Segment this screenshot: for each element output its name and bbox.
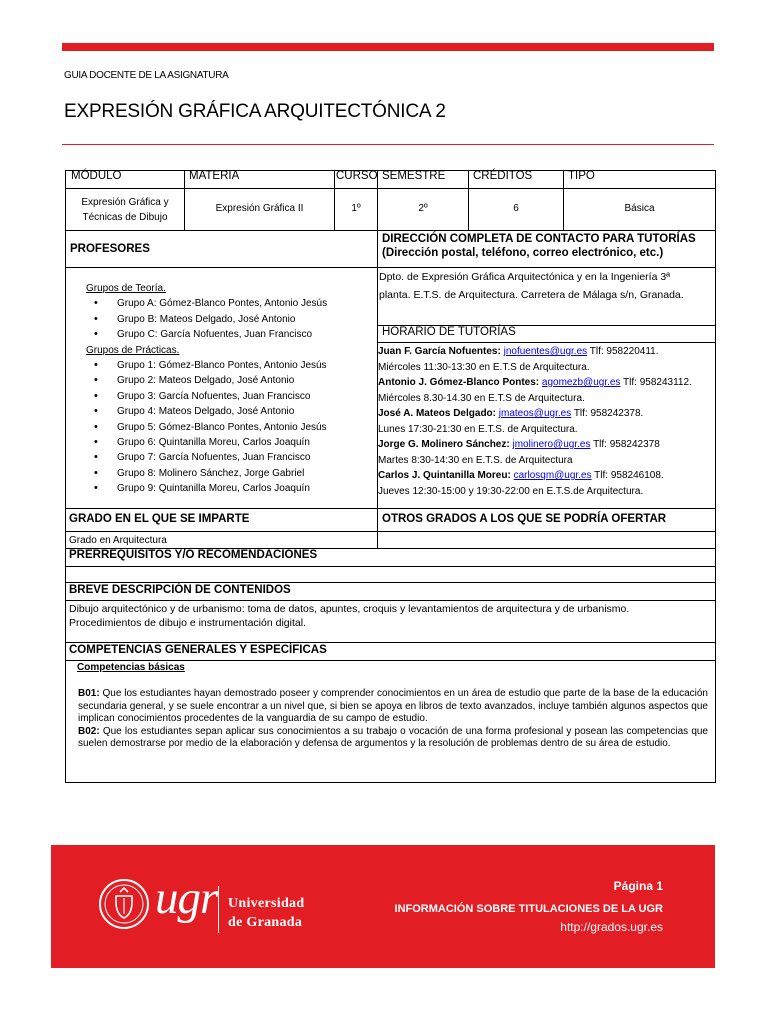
header-curso: CURSO [336,170,378,182]
profesores-header: PROFESORES [70,243,150,255]
prerrequisitos-header: PRERREQUISITOS Y/O RECOMENDACIONES [69,549,318,561]
email-link[interactable]: jmateos@ugr.es [498,408,572,419]
list-item: • Grupo 3: García Nofuentes, Juan Francisco [117,389,376,404]
descripcion-header: BREVE DESCRIPCIÓN DE CONTENIDOS [69,584,291,596]
tutoria-hours: Lunes 17:30-21:30 en E.T.S. de Arquitectura. [378,423,578,435]
ugr-logo-text: ugr [155,872,218,924]
practicas-title: Grupos de Prácticas. [86,344,180,356]
list-item: • Grupo 2: Mateos Delgado, José Antonio [117,373,376,388]
value-semestre: 2º [418,203,428,214]
footer-url[interactable]: http://grados.ugr.es [560,920,663,934]
tutoria-hours: Miércoles 8.30-14.30 en E.T.S de Arquitectura. [378,392,585,404]
list-item: • Grupo 4: Mateos Delgado, José Antonio [117,404,376,419]
list-item: • Grupo B: Mateos Delgado, José Antonio [117,312,376,327]
header-materia: MATERIA [189,170,240,182]
value-creditos: 6 [513,203,519,214]
tutoria-entry: Juan F. García Nofuentes: jnofuentes@ugr.es Tlf: 958220411. [378,346,659,357]
list-item: • Grupo 6: Quintanilla Moreu, Carlos Joaquín [117,435,376,450]
university-seal-icon [98,878,150,930]
list-item: • Grupo 9: Quintanilla Moreu, Carlos Joaquín [117,481,376,496]
grado-value: Grado en Arquitectura [69,535,167,546]
header-semestre: SEMESTRE [382,170,446,182]
list-item: • Grupo C: García Nofuentes, Juan Francisco [117,327,376,342]
page-title: EXPRESIÓN GRÁFICA ARQUITECTÓNICA 2 [64,101,446,122]
email-link[interactable]: jmolinero@ugr.es [512,439,591,450]
document-kicker: GUIA DOCENTE DE LA ASIGNATURA [64,70,229,81]
tutorias-header: HORARIO DE TUTORÍAS [382,326,516,338]
email-link[interactable]: jnofuentes@ugr.es [503,346,588,357]
competencias-text: B01: Que los estudiantes hayan demostrado poseer y comprender conocimientos en un área de estudio que parte de la base de la educación secundaria general, y se suele encontrar a un nivel que, si bien se apoya en libros de texto avanzados, incluye también algunos aspectos que implican conocimientos procedentes de la vanguardia de su campo de estudio. B02: Que los estudiantes sepan aplicar sus conocimientos a su trabajo o vocación de una forma profesional y posean las competencias que suelen demostrarse por medio de la elaboración y defensa de argumentos y la resolución de problemas dentro de su área de estudio. [78,688,708,750]
competencias-header: COMPETENCIAS GENERALES Y ESPECÍFICAS [69,644,327,656]
tutoria-hours: Martes 8:30-14:30 en E.T.S. de Arquitectura [378,454,573,466]
value-materia: Expresión Gráfica II [215,203,304,214]
profesores-groups [86,281,376,497]
contacto-header: DIRECCIÓN COMPLETA DE CONTACTO PARA TUTORÍAS (Dirección postal, teléfono, correo electrónico, etc.) [382,233,696,259]
practicas-list [86,358,376,497]
tutoria-hours: Miércoles 11:30-13:30 en E.T.S de Arquitectura. [378,361,590,373]
descripcion-text: Dibujo arquitectónico y de urbanismo: toma de datos, apuntes, croquis y levantamientos de arquitectura y de urbanismo. Procedimientos de dibujo e instrumentación digital. [69,603,630,629]
teoria-title: Grupos de Teoría. [86,283,166,294]
list-item: • Grupo 7: García Nofuentes, Juan Francisco [117,450,376,465]
list-item: • Grupo 1: Gómez-Blanco Pontes, Antonio Jesús [117,358,376,373]
contact-address: Dpto. de Expresión Gráfica Arquitectónica y en la Ingeniería 3ª planta. E.T.S. de Arquitectura. Carretera de Málaga s/n, Granada. [379,271,684,301]
logo-divider [218,886,219,933]
footer-info: INFORMACIÓN SOBRE TITULACIONES DE LA UGR [394,903,663,915]
list-item: • Grupo 8: Molinero Sánchez, Jorge Gabriel [117,466,376,481]
page-number: Página 1 [613,879,663,893]
header-creditos: CRÉDITOS [473,170,533,182]
competencias-basicas-title: Competencias básicas [77,662,185,673]
university-name: Universidad de Granada [228,896,305,930]
tutoria-entry: José A. Mateos Delgado: jmateos@ugr.es Tlf: 958242378. [378,408,644,419]
tutoria-entry: Jorge G. Molinero Sánchez: jmolinero@ugr.es Tlf: 958242378 [378,439,660,450]
value-tipo: Básica [624,203,655,214]
header-modulo: MÓDULO [71,170,122,182]
tutorias-list [378,344,692,499]
tutoria-entry: Carlos J. Quintanilla Moreu: carlosqm@ugr.es Tlf: 958246108. [378,470,664,481]
title-divider [62,144,714,145]
value-modulo: Expresión Gráfica y Técnicas de Dibujo [81,197,169,223]
list-item: • Grupo A: Gómez-Blanco Pontes, Antonio Jesús [117,296,376,311]
header-tipo: TIPO [568,170,595,182]
tutoria-hours: Jueves 12:30-15:00 y 19:30-22:00 en E.T.S.de Arquitectura. [378,485,644,497]
otros-grados-header: OTROS GRADOS A LOS QUE SE PODRÍA OFERTAR [382,513,667,525]
footer-banner [51,845,715,968]
top-red-bar [62,43,714,51]
email-link[interactable]: carlosqm@ugr.es [513,470,592,481]
tutoria-entry: Antonio J. Gómez-Blanco Pontes: agomezb@ugr.es Tlf: 958243112. [378,377,692,388]
grado-header: GRADO EN EL QUE SE IMPARTE [69,513,250,525]
email-link[interactable]: agomezb@ugr.es [541,377,621,388]
value-curso: 1º [351,203,361,214]
teoria-list [86,296,376,342]
list-item: • Grupo 5: Gómez-Blanco Pontes, Antonio Jesús [117,420,376,435]
